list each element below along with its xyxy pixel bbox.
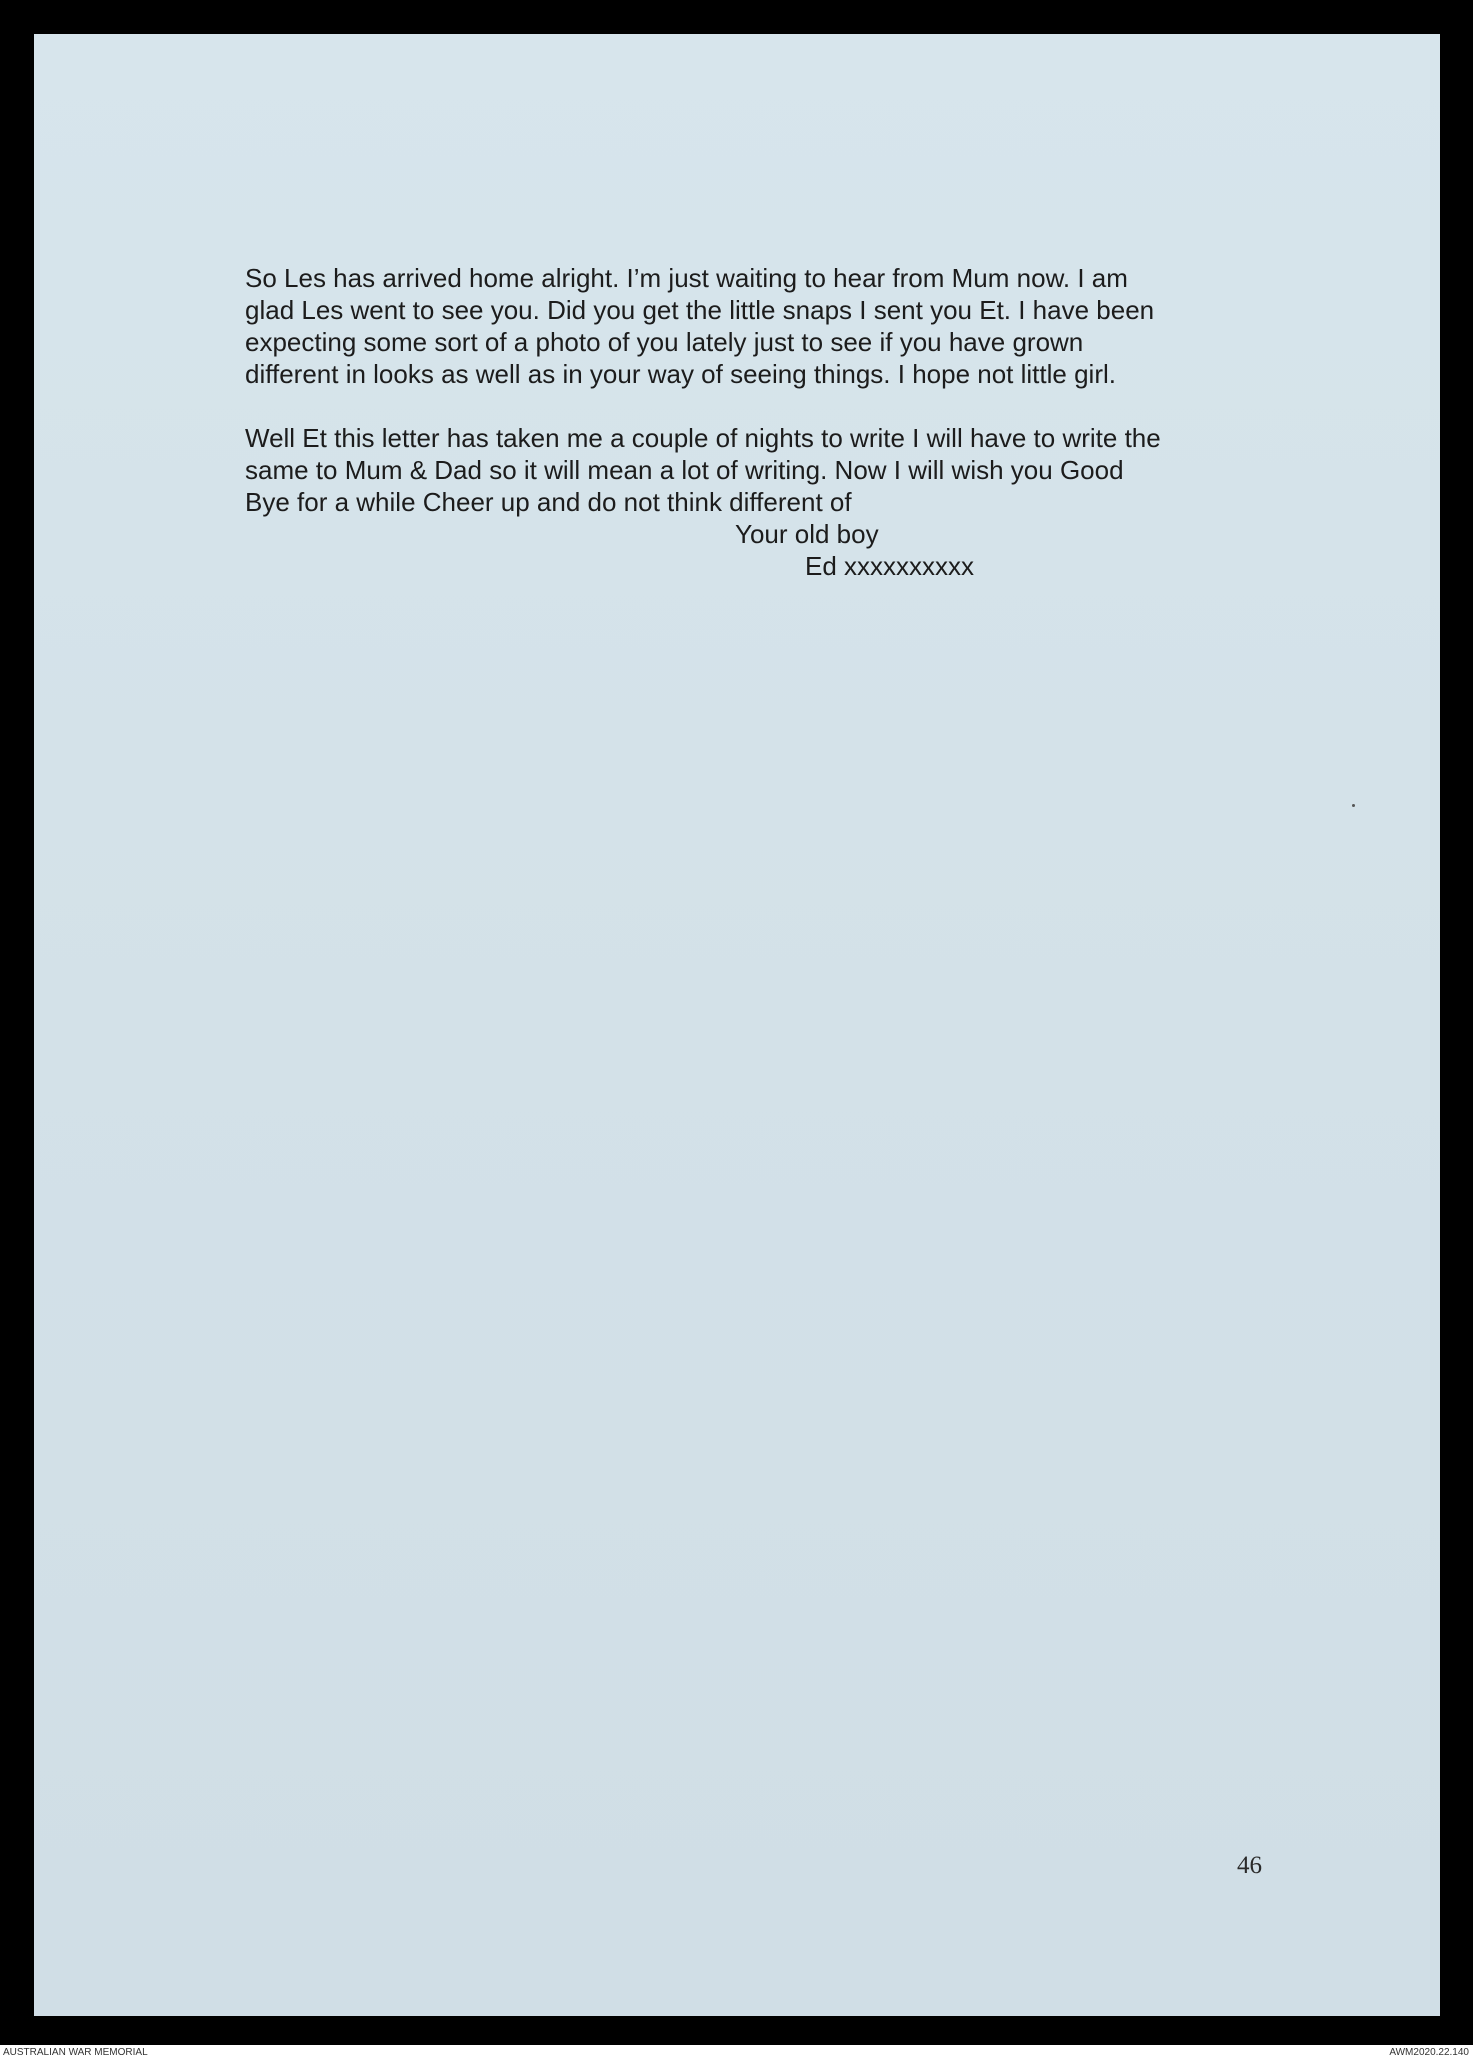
text-line: Well Et this letter has taken me a couple of nights to write I will have to write the (245, 423, 1161, 453)
text-line: different in looks as well as in your way of seeing things. I hope not little girl. (245, 359, 1116, 389)
accession-number: AWM2020.22.140 (1389, 2047, 1469, 2058)
text-line: expecting some sort of a photo of you lately just to see if you have grown (245, 327, 1084, 357)
paper-speck (1352, 804, 1355, 807)
text-line: Bye for a while Cheer up and do not think different of (245, 487, 852, 517)
text-line: So Les has arrived home alright. I’m just waiting to hear from Mum now. I am (245, 263, 1128, 293)
archive-footer (0, 2045, 1473, 2061)
signature-line: Ed xxxxxxxxxx (805, 551, 975, 581)
institution-label: AUSTRALIAN WAR MEMORIAL (3, 2047, 148, 2058)
closing-line: Your old boy (735, 519, 879, 549)
letter-paragraph-1 (245, 262, 1305, 390)
text-line: glad Les went to see you. Did you get the little snaps I sent you Et. I have been (245, 295, 1155, 325)
page-number: 46 (1237, 1852, 1262, 1879)
letter-page (34, 34, 1440, 2016)
text-line: same to Mum & Dad so it will mean a lot of writing. Now I will wish you Good (245, 455, 1124, 485)
letter-paragraph-2 (245, 422, 1305, 518)
letter-body (245, 262, 1305, 582)
letter-closing (245, 518, 1305, 582)
